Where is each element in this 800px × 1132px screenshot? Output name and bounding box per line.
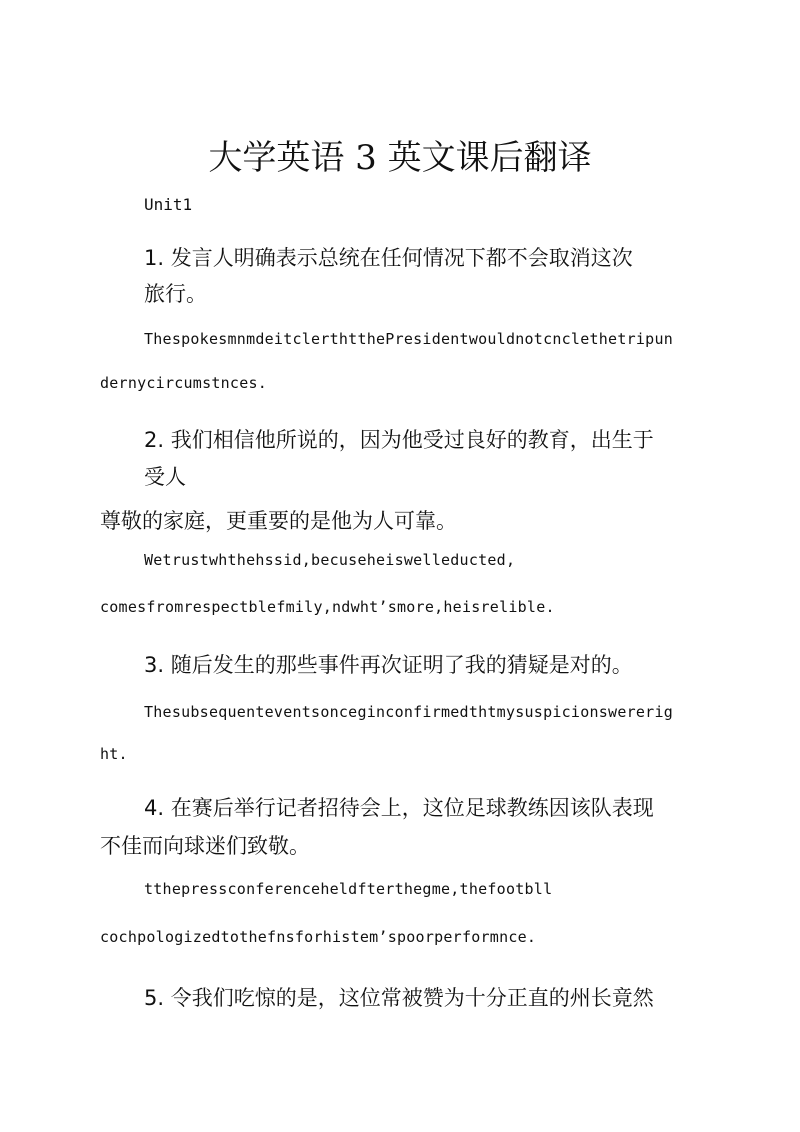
item-3-chinese-line-1: 3. 随后发生的那些事件再次证明了我的猜疑是对的。 bbox=[144, 653, 633, 677]
item-5-chinese-line-1: 5. 令我们吃惊的是，这位常被赞为十分正直的州长竟然 bbox=[144, 986, 654, 1010]
item-2-english-line-2: comesfromrespectblefmily,ndwht’smore,heisrelible. bbox=[100, 598, 555, 616]
page-title: 大学英语 3 英文课后翻译 bbox=[208, 138, 592, 178]
item-2-chinese-line-3: 尊敬的家庭，更重要的是他为人可靠。 bbox=[100, 509, 457, 533]
item-3-english-line-2: ht. bbox=[100, 745, 128, 763]
item-3-english-line-1: Thesubsequenteventsonceginconfirmedthtmysuspicionswererig bbox=[144, 703, 674, 721]
item-4-english-line-1: tthepressconferenceheldfterthegme,thefootbll bbox=[144, 880, 553, 898]
item-1-chinese-line-1: 1. 发言人明确表示总统在任何情况下都不会取消这次 bbox=[144, 246, 633, 270]
item-2-chinese-line-2: 受人 bbox=[144, 465, 186, 489]
unit-heading: Unit1 bbox=[144, 195, 193, 214]
item-4-english-line-2: cochpologizedtothefnsforhistem’spoorperformnce. bbox=[100, 928, 537, 946]
item-1-english-line-1: ThespokesmnmdeitclerthtthePresidentwouldnotcnclethetripun bbox=[144, 330, 674, 348]
item-1-english-line-2: dernycircumstnces. bbox=[100, 374, 268, 392]
item-1-chinese-line-2: 旅行。 bbox=[144, 282, 207, 306]
item-2-english-line-1: Wetrustwhthehssid,becuseheiswelleducted, bbox=[144, 551, 516, 569]
item-4-chinese-line-1: 4. 在赛后举行记者招待会上，这位足球教练因该队表现 bbox=[144, 796, 654, 820]
item-2-chinese-line-1: 2. 我们相信他所说的，因为他受过良好的教育，出生于 bbox=[144, 428, 654, 452]
item-4-chinese-line-2: 不佳而向球迷们致敬。 bbox=[100, 834, 310, 858]
